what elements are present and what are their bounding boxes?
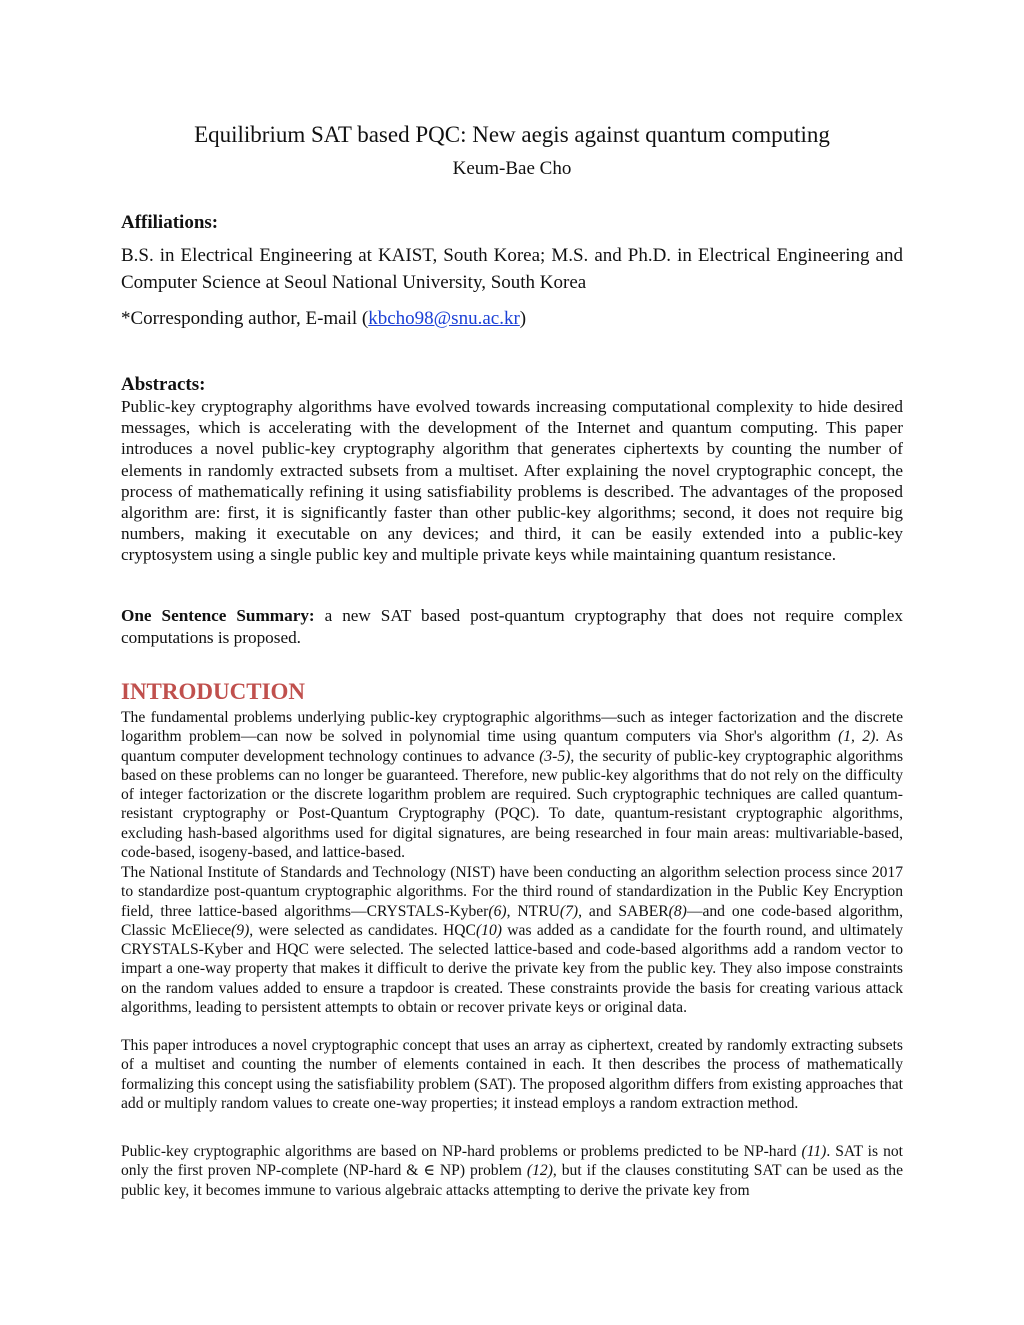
text-run: , but if the clauses constituting SAT can be used as the public key, it becomes immune to various algebraic attacks attempting to derive the private key from <box>121 1162 903 1199</box>
citation: (11) <box>801 1143 827 1160</box>
citation: (7) <box>559 902 579 920</box>
text-run: , NTRU <box>506 902 560 920</box>
text-run: —and one code-based algorithm, Classic McEliece <box>121 902 903 939</box>
citation: (6) <box>488 902 507 920</box>
intro-paragraph-4 <box>121 1142 903 1200</box>
intro-paragraph-2 <box>121 863 903 1017</box>
text-run: , were selected as candidates. HQC <box>249 921 476 939</box>
abstract-text: Public-key cryptography algorithms have evolved towards increasing computational complexity to hide desired messages, which is accelerating with the development of the Internet and quantum computing. This paper introduces a novel public-key cryptography algorithm that generates ciphertexts by counting the number of elements in randomly extracted subsets from a multiset. After explaining the novel cryptographic concept, the process of mathematically refining it using satisfiability problems is described. The advantages of the proposed algorithm are: first, it is significantly faster than other public-key algorithms; second, it does not require big numbers, making it executable on any devices; and third, it can be easily extended into a public-key cryptosystem using a single public key and multiple private keys while maintaining quantum resistance. <box>121 397 903 565</box>
text-run: . SAT is not only the first proven NP-complete (NP-hard & ∈ NP) problem <box>121 1143 904 1180</box>
intro-paragraph-1 <box>121 708 903 862</box>
abstract-heading: Abstracts: <box>121 374 206 395</box>
author-name: Keum-Bae Cho <box>452 158 572 179</box>
summary-label: One Sentence Summary: <box>121 606 315 625</box>
corresponding-suffix: ) <box>519 308 527 329</box>
introduction-heading: INTRODUCTION <box>121 679 306 704</box>
citation: (8) <box>668 902 687 920</box>
citation: (9) <box>231 921 250 939</box>
text-run: , and SABER <box>578 902 669 920</box>
text-run: , the security of public-key cryptographic algorithms based on these problems can no longer be guaranteed. Therefore, new public-key algorithms that do not rely on the difficulty of integer factorization or the discrete logarithm problem are required. Such cryptographic techniques are called quantum-resistant cryptography or Post-Quantum Cryptography (PQC). To date, quantum-resistant cryptographic algorithms, excluding hash-based algorithms used for digital signatures, are being researched in four main areas: multivariable-based, code-based, isogeny-based, and lattice-based. <box>121 747 904 862</box>
affiliations-text: B.S. in Electrical Engineering at KAIST, South Korea; M.S. and Ph.D. in Electrical Engineering and Computer Science at Seoul National University, South Korea <box>121 245 903 293</box>
email-link[interactable]: kbcho98@snu.ac.kr <box>368 308 520 329</box>
corresponding-author <box>121 306 526 332</box>
paper-title: Equilibrium SAT based PQC: New aegis against quantum computing <box>194 122 830 147</box>
text-run: The National Institute of Standards and Technology (NIST) have been conducting an algorithm selection process since 2017 to standardize post-quantum cryptographic algorithms. For the third round of standardization in the Public Key Encryption field, three lattice-based algorithms—CRYSTALS-Kyber <box>121 864 903 920</box>
citation: (1, 2) <box>838 728 876 746</box>
text-run: was added as a candidate for the fourth round, and ultimately CRYSTALS-Kyber and HQC were selected. The selected lattice-based and code-based algorithms add a random vector to impart a one-way property that makes it difficult to derive the private key from the public key. They also impose constraints on the random values added to ensure a trapdoor is created. These constraints provide the basis for creating various attack algorithms, leading to persistent attempts to obtain or recover private keys or original data. <box>121 921 903 1017</box>
text-run: The fundamental problems underlying public-key cryptographic algorithms—such as integer factorization and the discrete logarithm problem—can now be solved in polynomial time using quantum computers via Shor's algorithm <box>121 709 903 746</box>
affiliations-heading: Affiliations: <box>121 212 219 233</box>
citation: (12) <box>526 1162 553 1180</box>
citation: (3-5) <box>539 747 571 765</box>
one-sentence-summary <box>121 605 903 649</box>
citation: (10) <box>475 921 502 939</box>
summary-text: a new SAT based post-quantum cryptography that does not require complex computations is proposed. <box>121 606 904 647</box>
intro-paragraph-3: This paper introduces a novel cryptographic concept that uses an array as ciphertext, created by randomly extracting subsets of a multiset and counting the number of elements contained in each. It then describes the process of mathematically formalizing this concept using the satisfiability problem (SAT). The proposed algorithm differs from existing approaches that add or multiply random values to create one-way properties; it instead employs a random extraction method. <box>121 1037 903 1112</box>
text-run: Public-key cryptographic algorithms are based on NP-hard problems or problems predicted to be NP-hard <box>121 1143 802 1160</box>
corresponding-prefix: *Corresponding author, E-mail ( <box>121 308 369 329</box>
text-run: . As quantum computer development technology continues to advance <box>121 728 903 765</box>
